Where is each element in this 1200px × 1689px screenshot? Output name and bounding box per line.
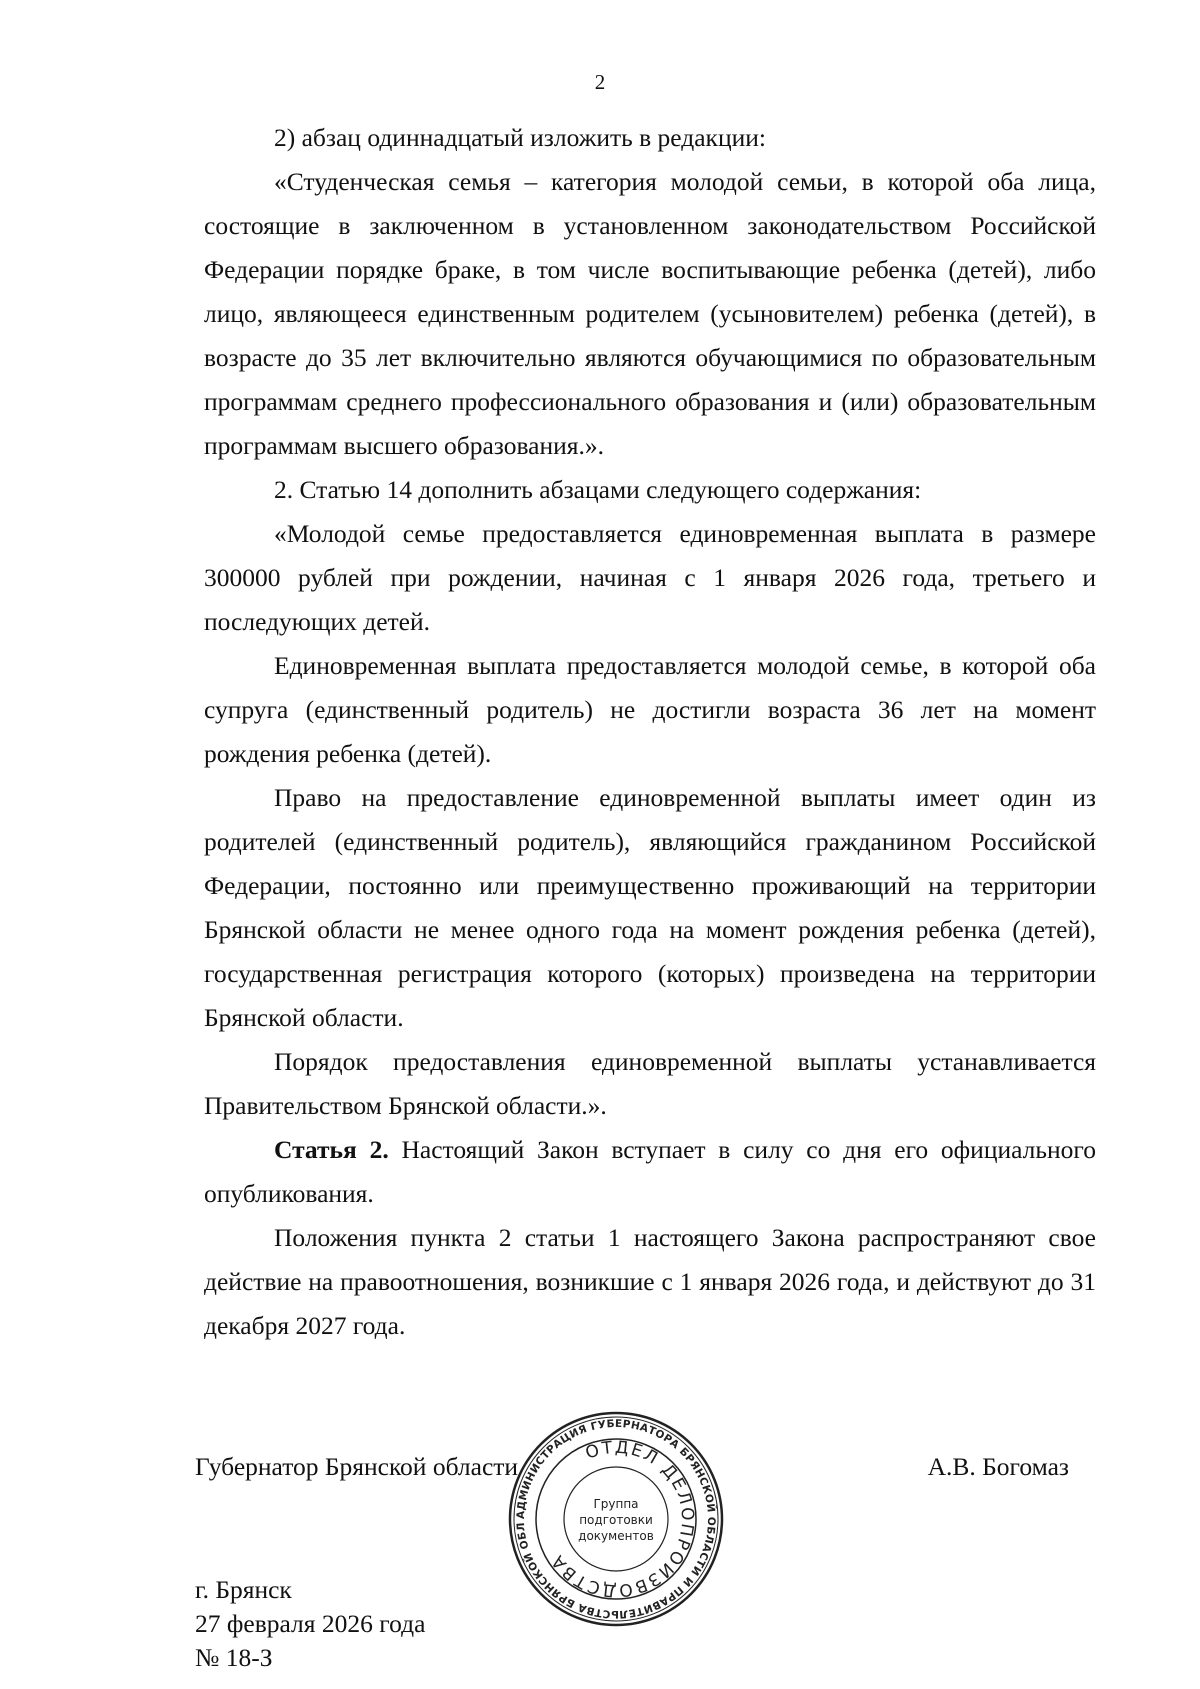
paragraph-payment-procedure: Порядок предоставления единовременной выплаты устанавливается Правительством Брянской области.». [204,1047,1096,1120]
page-number: 2 [594,70,606,94]
paragraph-article-2-effect: Положения пункта 2 статьи 1 настоящего Закона распространяют свое действие на правоотношения, возникшие с 1 января 2026 года, и действуют до 31 декабря 2027 года. [204,1223,1096,1340]
footer-date: 27 февраля 2026 года [195,1609,426,1638]
stamp-center-line-1: Группа [593,1497,639,1511]
article-2-label: Статья 2. [274,1135,389,1164]
signatory-name: А.В. Богомаз [927,1452,1069,1481]
paragraph-amend-clause: 2) абзац одиннадцатый изложить в редакции: [274,123,766,152]
paragraph-lump-sum-payment: «Молодой семье предоставляется единовременная выплата в размере 300000 рублей при рождении, начиная с 1 января 2026 года, третьего и последующих детей. [204,519,1096,636]
paragraph-article-2 [204,1128,1096,1216]
paragraph-student-family-definition: «Студенческая семья – категория молодой семьи, в которой оба лица, состоящие в заключенном в установленном законодательством Российской Федерации порядке браке, в том числе воспитывающие ребенка (детей), либо лицо, являющееся единственным родителем (усыновителем) ребенка (детей), в возрасте до 35 лет включительно являются обучающимися по образовательным программам среднего профессионального образования и (или) образовательным программам высшего образования.». [204,167,1096,460]
document-body [204,116,1096,1348]
stamp-inner-ring-text: ОТДЕЛ ДЕЛОПРОИЗВОДСТВА [546,1437,698,1601]
stamp-center-line-2: подготовки [579,1513,653,1527]
article-2-text: Настоящий Закон вступает в силу со дня его официального опубликования. [204,1135,1096,1208]
signatory-title: Губернатор Брянской области [195,1452,519,1481]
paragraph-payment-eligibility-age: Единовременная выплата предоставляется молодой семье, в которой оба супруга (единственный родитель) не достигли возраста 36 лет на момент рождения ребенка (детей). [204,651,1096,768]
stamp-center-line-3: документов [578,1529,654,1543]
paragraph-article-14-amend: 2. Статью 14 дополнить абзацами следующего содержания: [274,475,922,504]
footer-number: № 18-З [195,1643,273,1672]
stamp-outer-ring-text: АДМИНИСТРАЦИЯ ГУБЕРНАТОРА БРЯНСКОЙ ОБЛАСТИ И ПРАВИТЕЛЬСТВА БРЯНСКОЙ ОБЛ [514,1417,718,1621]
footer-city: г. Брянск [195,1575,292,1604]
document-footer [195,1573,425,1675]
paragraph-payment-right: Право на предоставление единовременной выплаты имеет один из родителей (единственный родитель), являющийся гражданином Российской Федерации, постоянно или преимущественно проживающий на территории Брянской области не менее одного года на момент рождения ребенка (детей), государственная регистрация которого (которых) произведена на территории Брянской области. [204,783,1096,1032]
official-stamp [505,1408,727,1630]
